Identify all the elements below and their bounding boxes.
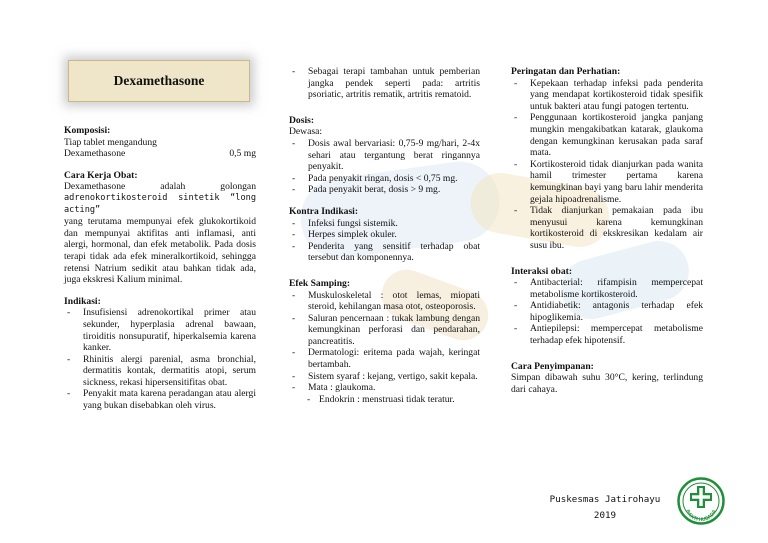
list-item: - Muskuloskeletal : otot lemas, miopati steroid, kehilangan masa otot, osteoporosis.	[289, 290, 480, 313]
footer-year: 2019	[593, 510, 617, 521]
komposisi-item: Dexamethasone	[64, 148, 126, 160]
list-item: - Antiepilepsi: mempercepat metabolisme terhadap efek hipotensif.	[511, 323, 703, 346]
svg-text:BAKTI HUSADA: BAKTI HUSADA	[684, 508, 718, 524]
column-1	[64, 125, 256, 412]
interaksi-heading: Interaksi obat:	[511, 265, 573, 277]
list-item: - Sebagai terapi tambahan untuk pemberian jangka pendek seperti pada: artritis psoriatic, artritis rematik, artritis rematoid.	[289, 66, 480, 101]
list-item: - Penggunaan kortikosteroid jangka panjang mungkin mengakibatkan katarak, glaukoma dengan kemungkinan kerusakan pada saraf mata.	[511, 112, 703, 158]
column-2	[289, 66, 480, 405]
list-item: - Insufisiensi adrenokortikal primer atau sekunder, hyperplasia adrenal bawaan, tiroiditis nonsupuratif, hiperkalsemia karena kanker.	[64, 307, 256, 353]
list-item: - Mata : glaukoma.	[289, 382, 480, 394]
efek-heading: Efek Samping:	[289, 277, 351, 289]
list-item: - Penyakit mata karena peradangan atau alergi yang bukan disebabkan oleh virus.	[64, 388, 256, 411]
footer	[540, 492, 670, 524]
list-item: - Sistem syaraf : kejang, vertigo, sakit kepala.	[289, 371, 480, 383]
penyimpanan-heading: Cara Penyimpanan:	[511, 360, 594, 372]
list-item: - Kortikosteroid tidak dianjurkan pada wanita hamil trimester pertama karena kemungkinan bayi yang baru lahir menderita gejala hipoadrenalisme.	[511, 159, 703, 205]
bakti-husada-logo	[677, 477, 725, 525]
list-item: - Rhinitis alergi parenial, asma bronchial, dermatitis kontak, dermatitis atopi, serum sickness, rekasi hipersensitifitas obat.	[64, 354, 256, 389]
list-item: - Kepekaan terhadap infeksi pada penderita yang mendapat kortikosteroid tidak spesifik untuk bakteri atau fungi patogen tertentu.	[511, 78, 703, 113]
dosis-heading: Dosis:	[289, 114, 315, 126]
penyimpanan-text: Simpan dibawah suhu 30°C, kering, terlindung dari cahaya.	[511, 372, 703, 395]
efek-sublist	[289, 394, 480, 406]
komposisi-dose: 0,5 mg	[229, 148, 256, 160]
cara-kerja-line2: adrenokortikosteroid sintetik “long acting”	[64, 192, 256, 215]
list-item: - Antidiabetik: antagonis terhadap efek hipoglikemia.	[511, 300, 703, 323]
list-item: - Saluran pencernaan : tukak lambung dengan kemungkinan perforasi dan pendarahan, pancreatitis.	[289, 313, 480, 348]
page-title: Dexamethasone	[113, 73, 205, 88]
list-item: - Pada penyakit ringan, dosis < 0,75 mg.	[289, 173, 480, 185]
indikasi-heading: Indikasi:	[64, 295, 101, 307]
list-item: - Dosis awal bervariasi: 0,75-9 mg/hari, 2-4x sehari atau tergantung berat ringannya penyakit.	[289, 138, 480, 173]
kontra-heading: Kontra Indikasi:	[289, 205, 359, 217]
list-item: - Penderita yang sensitif terhadap obat tersebut dan komponennya.	[289, 241, 480, 264]
title-box	[68, 60, 250, 102]
kontra-list	[289, 218, 480, 264]
cara-kerja-line1: Dexamethasone adalah golongan	[64, 181, 256, 193]
dosis-list	[289, 138, 480, 196]
list-item: - Infeksi fungsi sistemik.	[289, 218, 480, 230]
therapy-list	[289, 66, 480, 101]
efek-list	[289, 290, 480, 394]
list-item: - Tidak dianjurkan pemakaian pada ibu menyusui karena kemungkinan kortikosteroid di ekskresikan kedalam air susu ibu.	[511, 205, 703, 251]
komposisi-line: Tiap tablet mengandung	[64, 136, 157, 148]
list-item: - Pada penyakit berat, dosis > 9 mg.	[289, 184, 480, 196]
peringatan-heading: Peringatan dan Perhatian:	[511, 66, 621, 77]
komposisi-heading: Komposisi:	[64, 125, 111, 136]
list-item: - Dermatologi: eritema pada wajah, keringat bertambah.	[289, 347, 480, 370]
dosis-subheading: Dewasa:	[289, 126, 323, 138]
indikasi-list	[64, 307, 256, 411]
interaksi-list	[511, 277, 703, 347]
footer-org: Puskesmas Jatirohayu	[549, 494, 661, 505]
column-3	[511, 66, 703, 395]
cara-kerja-text: yang terutama mempunyai efek glukokortikoid dan mempunyai aktifitas anti inflamasi, anti alergi, hormonal, dan efek metabolik. Pada dosis terapi tidak ada efek mineralkortikoid, sehingga retensi Natrium sedikit atau bahkan tidak ada, juga ekskresi Kalium minimal.	[64, 216, 256, 286]
peringatan-list	[511, 78, 703, 252]
list-item: - Endokrin : menstruasi tidak teratur.	[289, 394, 480, 406]
list-item: - Antibacterial: rifampisin mempercepat metabolisme kortikosteroid.	[511, 277, 703, 300]
komposisi-item-row	[64, 148, 256, 160]
cara-kerja-heading: Cara Kerja Obat:	[64, 169, 138, 181]
list-item: - Herpes simplek okuler.	[289, 229, 480, 241]
